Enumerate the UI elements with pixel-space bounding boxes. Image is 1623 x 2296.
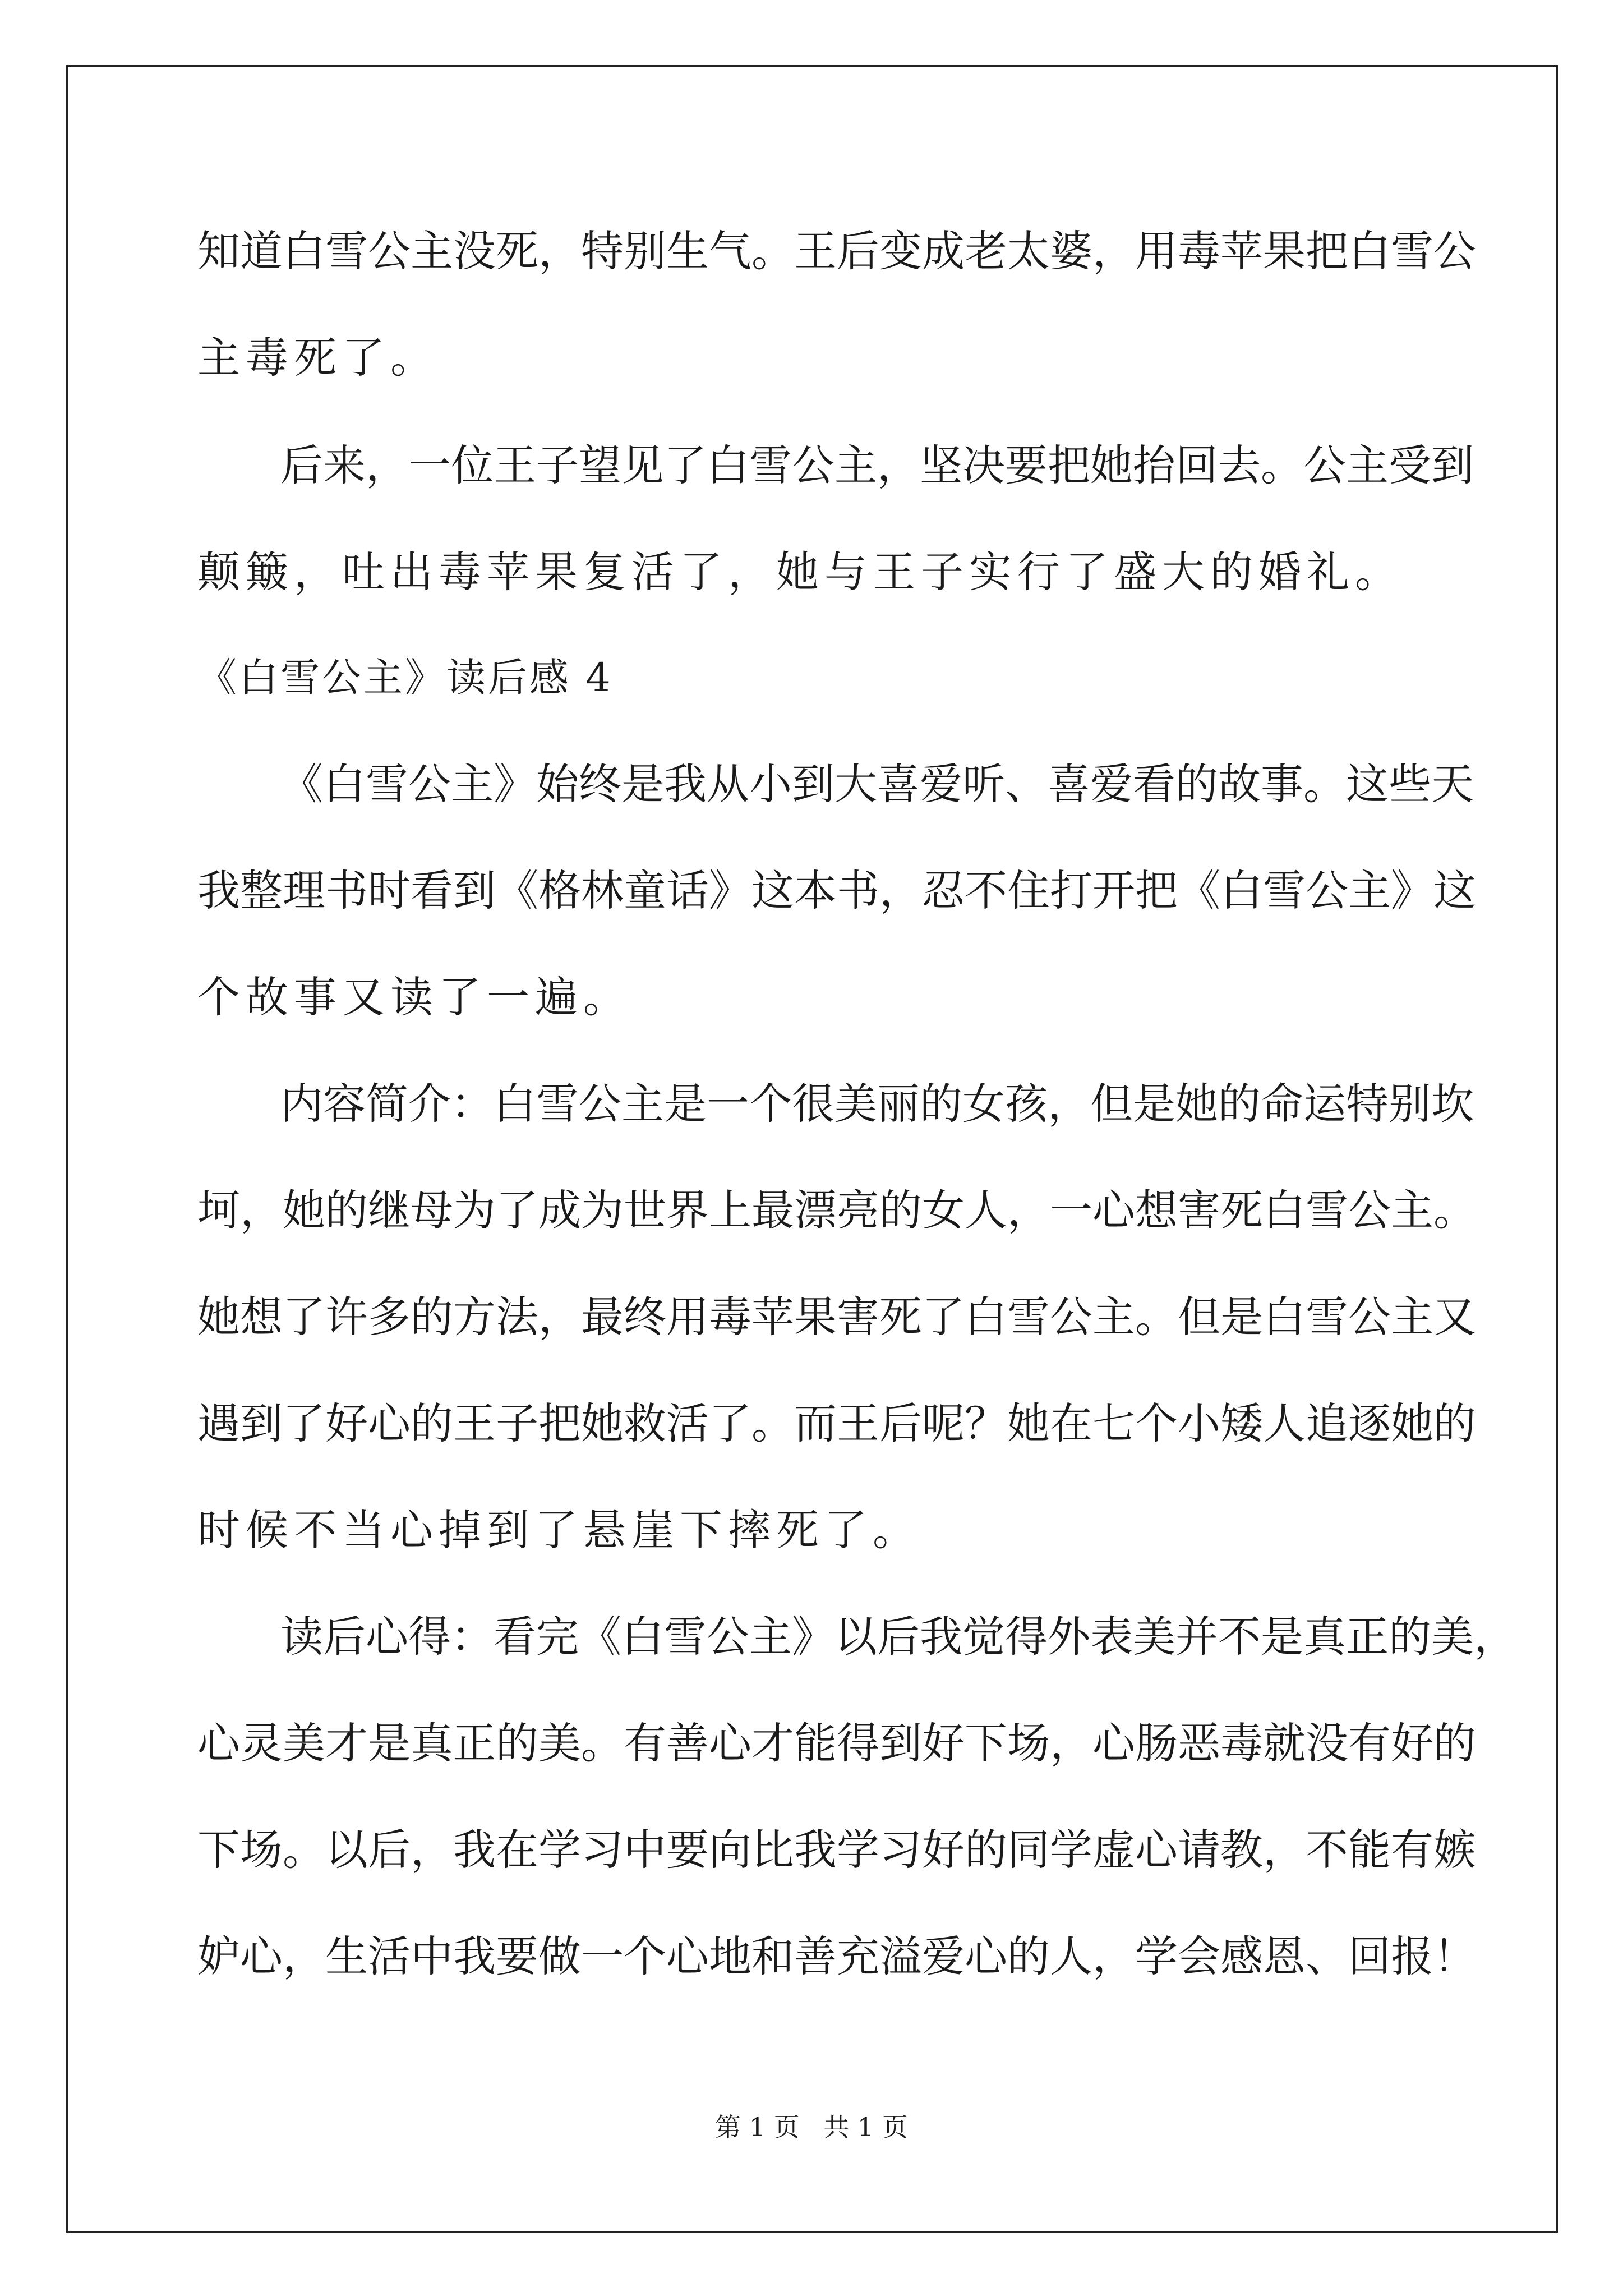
text-line: 坷，她的继母为了成为世界上最漂亮的女人，一心想害死白雪公主。 [197, 1185, 1476, 1235]
text-line: 《白雪公主》始终是我从小到大喜爱听、喜爱看的故事。这些天 [280, 759, 1474, 809]
text-line: 内容简介：白雪公主是一个很美丽的女孩，但是她的命运特别坎 [280, 1079, 1474, 1129]
page-footer [0, 2110, 1623, 2144]
text-line: 我整理书时看到《格林童话》这本书，忍不住打开把《白雪公主》这 [197, 866, 1476, 915]
text-line: 后来，一位王子望见了白雪公主，坚决要把她抬回去。公主受到 [280, 440, 1474, 490]
text-line: 个故事又读了一遍。 [197, 972, 631, 1022]
text-line: 她想了许多的方法，最终用毒苹果害死了白雪公主。但是白雪公主又 [197, 1292, 1476, 1342]
section-heading: 《白雪公主》读后感 4 [197, 655, 613, 701]
text-line: 读后心得：看完《白雪公主》以后我觉得外表美并不是真正的美， [280, 1612, 1516, 1662]
text-line: 时候不当心掉到了悬崖下摔死了。 [197, 1505, 921, 1555]
page-border [66, 65, 1558, 2233]
text-line: 主毒死了。 [197, 333, 439, 383]
page-count: 共 1 页 [823, 2112, 908, 2142]
text-line: 下场。以后，我在学习中要向比我学习好的同学虚心请教，不能有嫉 [197, 1825, 1476, 1875]
text-line: 心灵美才是真正的美。有善心才能得到好下场，心肠恶毒就没有好的 [197, 1718, 1476, 1768]
text-line: 遇到了好心的王子把她救活了。而王后呢？她在七个小矮人追逐她的 [197, 1398, 1476, 1448]
text-line: 知道白雪公主没死，特别生气。王后变成老太婆，用毒苹果把白雪公 [197, 226, 1476, 276]
page-number: 第 1 页 [715, 2112, 800, 2142]
text-line: 颠簸，吐出毒苹果复活了，她与王子实行了盛大的婚礼。 [197, 547, 1403, 597]
text-line: 妒心，生活中我要做一个心地和善充溢爱心的人，学会感恩、回报！ [197, 1931, 1476, 1981]
